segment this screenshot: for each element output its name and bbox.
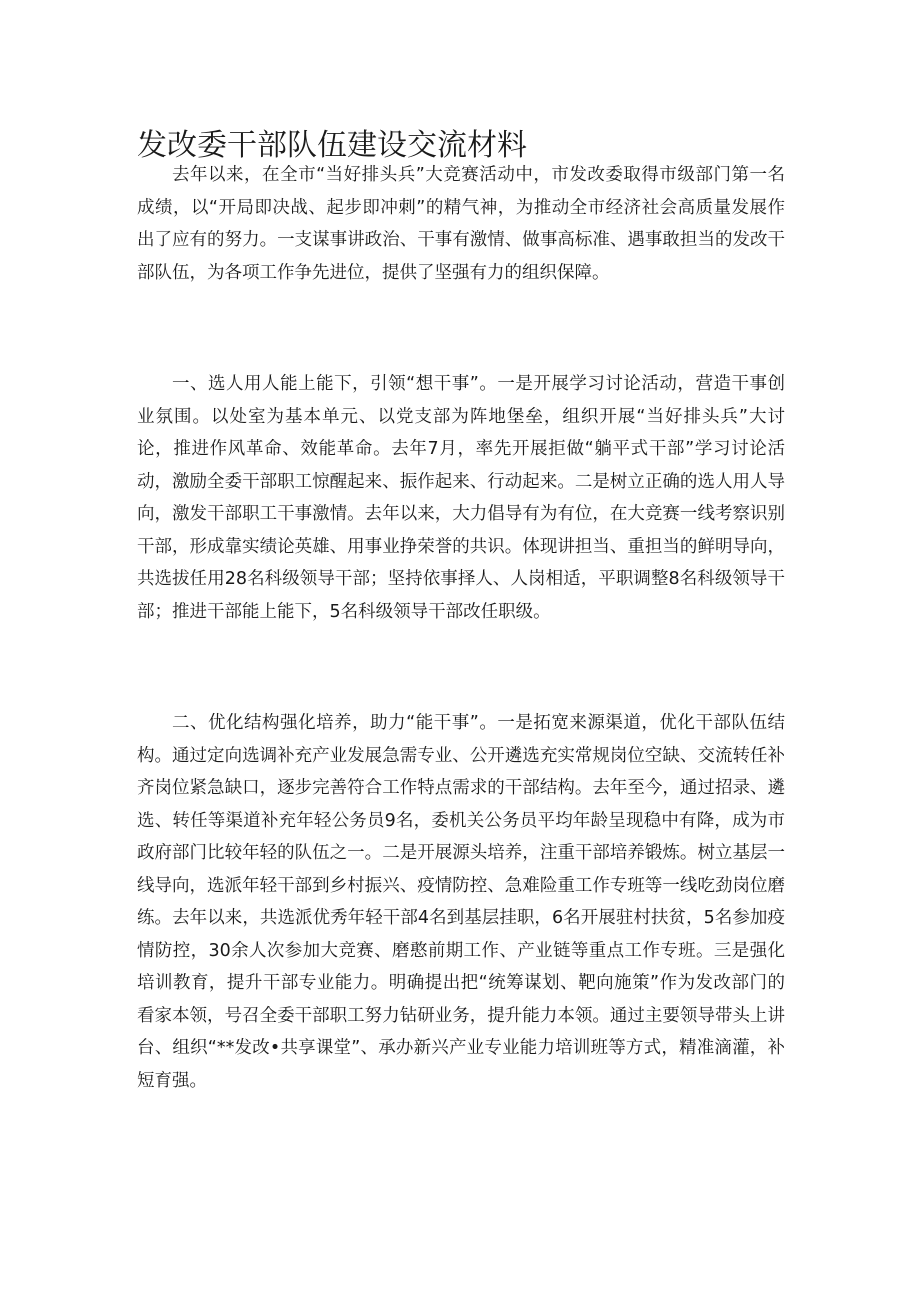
paragraph-section-two: 二、优化结构强化培养，助力“能干事”。一是拓宽来源渠道，优化干部队伍结构。通过定向选调补充产业发展急需专业、公开遴选充实常规岗位空缺、交流转任补齐岗位紧急缺口，逐步完善符合工作特点需求的干部结构。去年至今，通过招录、遴选、转任等渠道补充年轻公务员9名，委机关公务员平均年龄呈现稳中有降，成为市政府部门比较年轻的队伍之一。二是开展源头培养，注重干部培养锻炼。树立基层一线导向，选派年轻干部到乡村振兴、疫情防控、急难险重工作专班等一线吃劲岗位磨练。去年以来，共选派优秀年轻干部4名到基层挂职，6名开展驻村扶贫，5名参加疫情防控，30余人次参加大竞赛、磨憨前期工作、产业链等重点工作专班。三是强化培训教育，提升干部专业能力。明确提出把“统筹谋划、靶向施策”作为发改部门的看家本领，号召全委干部职工努力钻研业务，提升能力本领。通过主要领导带头上讲台、组织“**发改•共享课堂”、承办新兴产业专业能力培训班等方式，精准滴灌，补短育强。 [137,713,785,1091]
document-title: 发改委干部队伍建设交流材料 [137,128,527,163]
paragraph-section-one: 一、选人用人能上能下，引领“想干事”。一是开展学习讨论活动，营造干事创业氛围。以处室为基本单元、以党支部为阵地堡垒，组织开展“当好排头兵”大讨论，推进作风革命、效能革命。去年7月，率先开展拒做“躺平式干部”学习讨论活动，激励全委干部职工惊醒起来、振作起来、行动起来。二是树立正确的选人用人导向，激发干部职工干事激情。去年以来，大力倡导有为有位，在大竞赛一线考察识别干部，形成靠实绩论英雄、用事业挣荣誉的共识。体现讲担当、重担当的鲜明导向，共选拔任用28名科级领导干部；坚持依事择人、人岗相适，平职调整8名科级领导干部；推进干部能上能下，5名科级领导干部改任职级。 [137,374,785,622]
paragraph-intro: 去年以来，在全市“当好排头兵”大竞赛活动中，市发改委取得市级部门第一名成绩，以“开局即决战、起步即冲刺”的精气神，为推动全市经济社会高质量发展作出了应有的努力。一支谋事讲政治、干事有激情、做事高标准、遇事敢担当的发改干部队伍，为各项工作争先进位，提供了坚强有力的组织保障。 [137,165,785,283]
